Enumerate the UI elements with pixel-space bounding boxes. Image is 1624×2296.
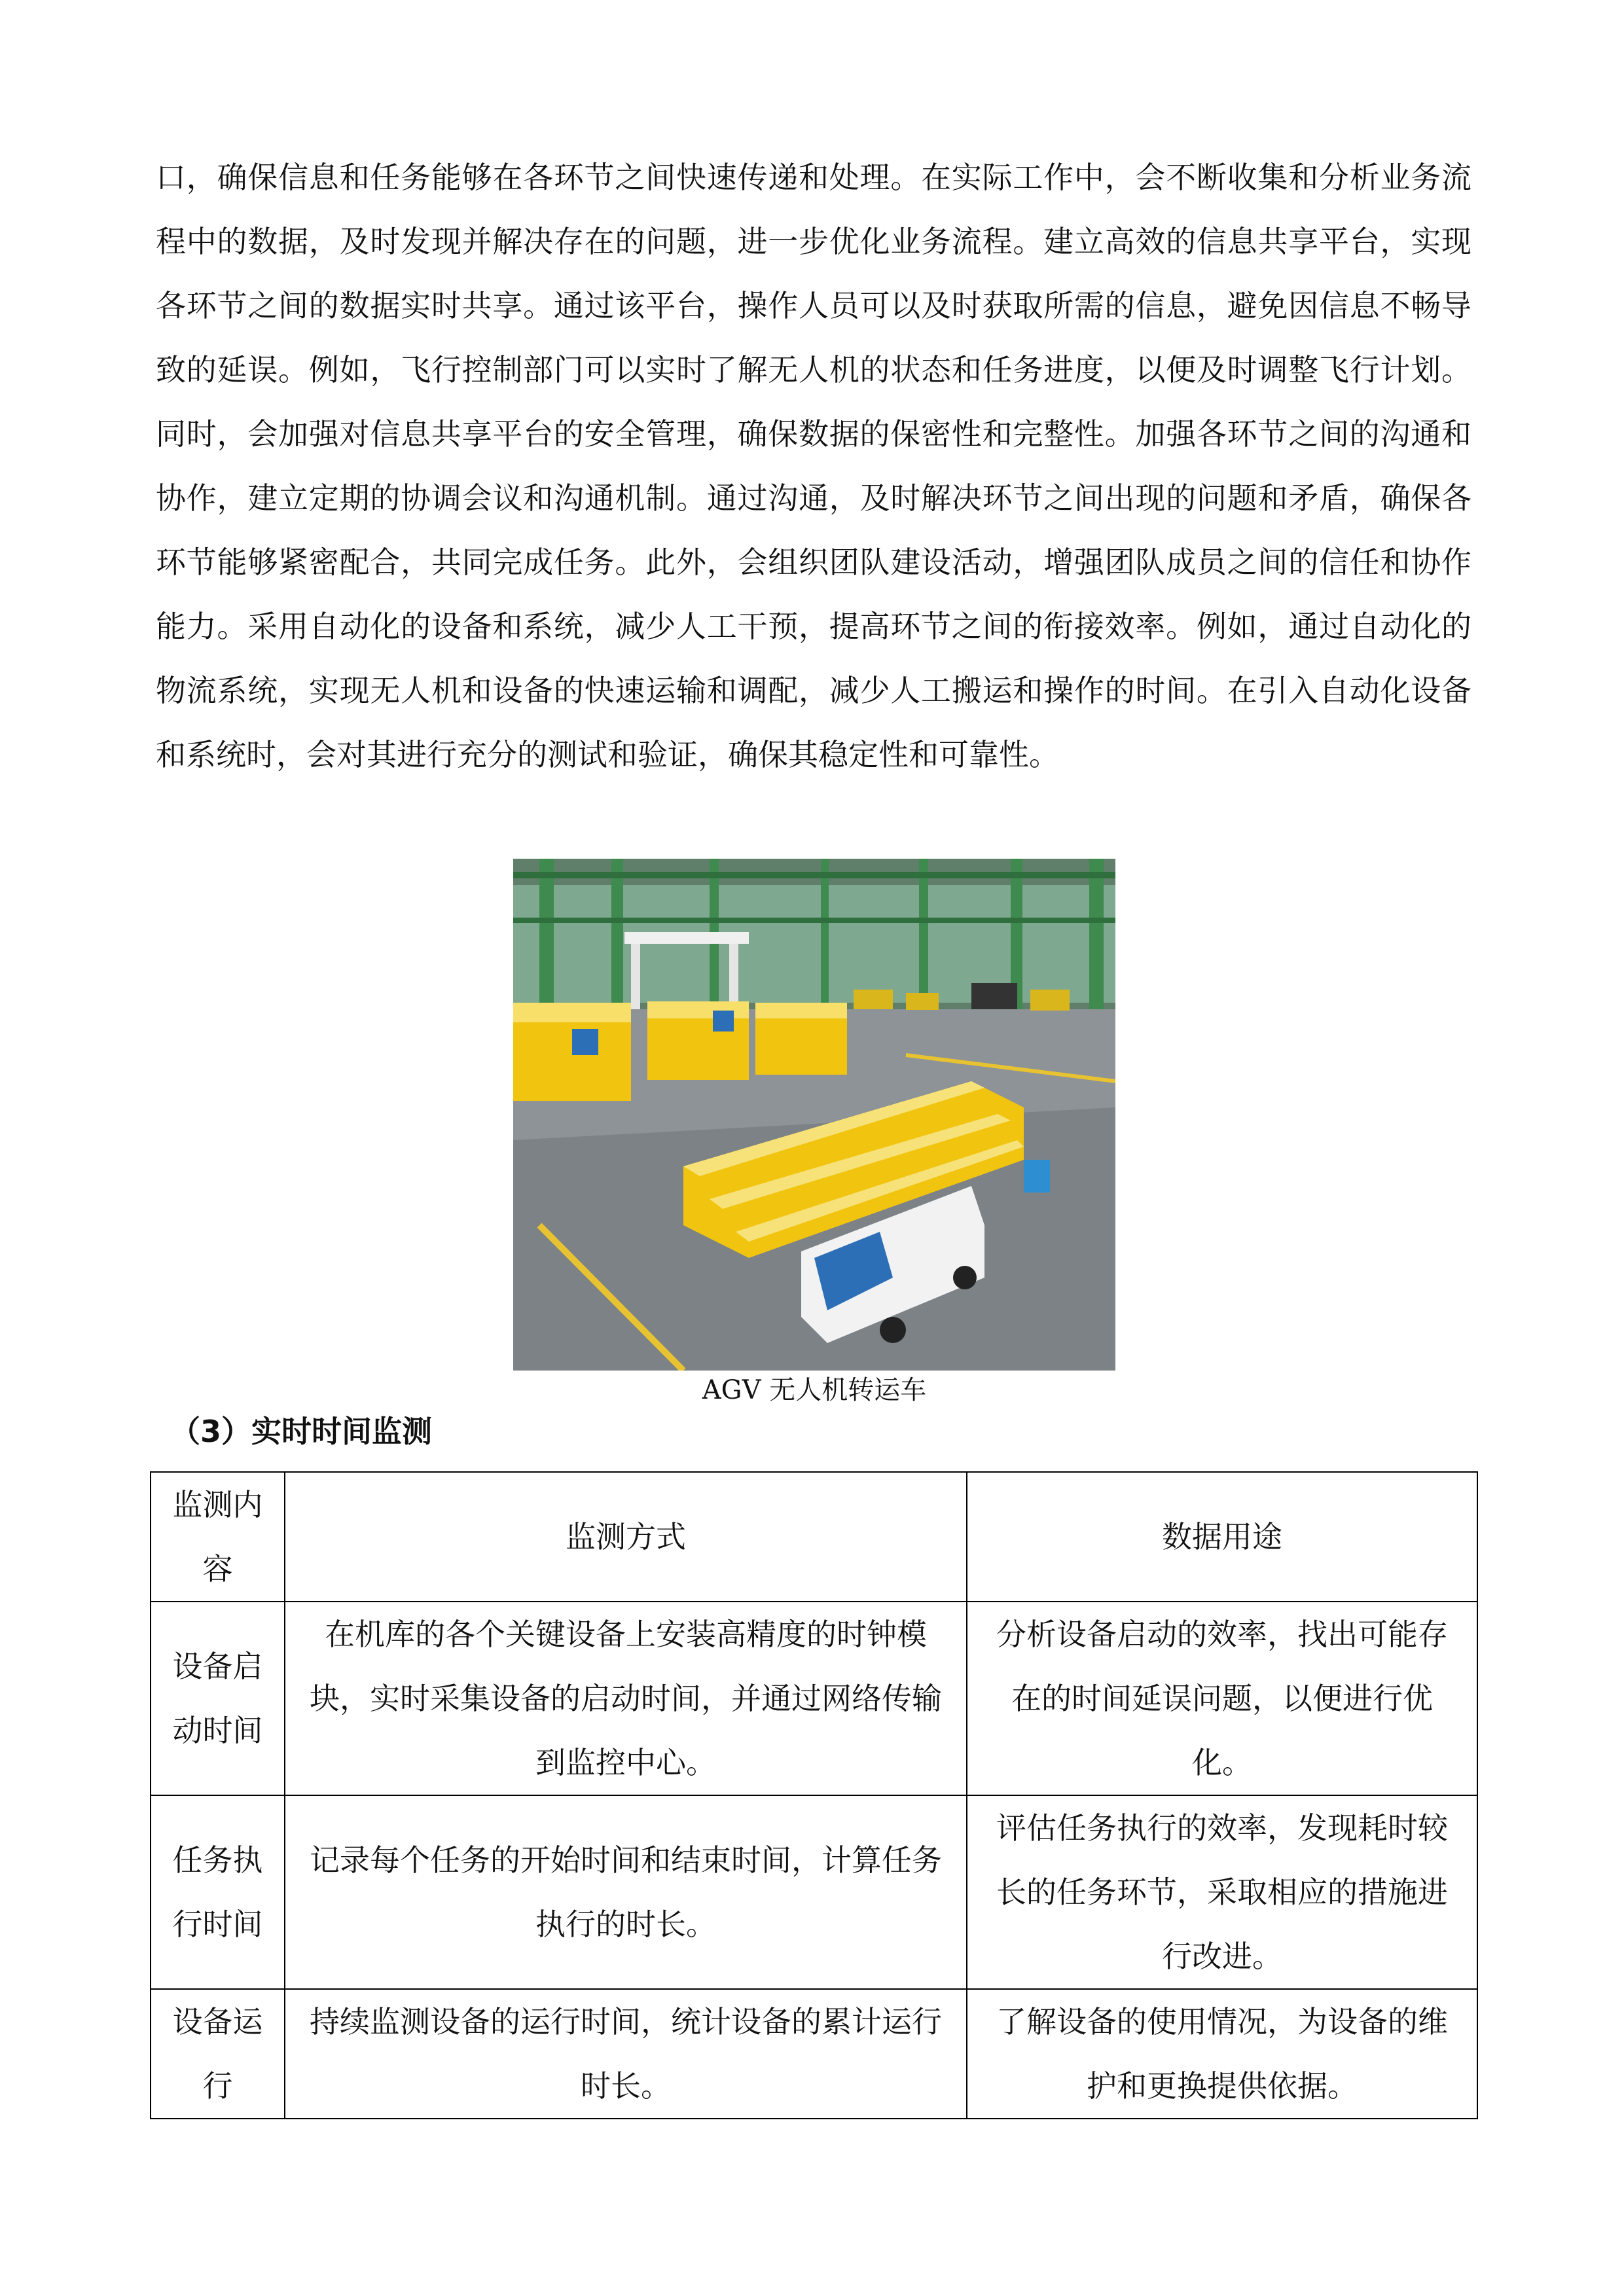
table-cell-item: 设备运行 bbox=[151, 1989, 285, 2119]
section-heading: （3）实时时间监测 bbox=[170, 1414, 433, 1449]
monitoring-table bbox=[150, 1471, 1478, 2119]
table-cell-method: 记录每个任务的开始时间和结束时间，计算任务执行的时长。 bbox=[285, 1795, 967, 1989]
table-cell-item: 任务执行时间 bbox=[151, 1795, 285, 1989]
table-header-cell: 监测内容 bbox=[151, 1472, 285, 1602]
table-row bbox=[151, 1795, 1477, 1989]
table-cell-usage: 了解设备的使用情况，为设备的维护和更换提供依据。 bbox=[967, 1989, 1477, 2119]
table-cell-method: 持续监测设备的运行时间，统计设备的累计运行时长。 bbox=[285, 1989, 967, 2119]
table-header-cell: 监测方式 bbox=[285, 1472, 967, 1602]
table-cell-method: 在机库的各个关键设备上安装高精度的时钟模块，实时采集设备的启动时间，并通过网络传输到监控中心。 bbox=[285, 1602, 967, 1795]
table-row bbox=[151, 1989, 1477, 2119]
table-row bbox=[151, 1602, 1477, 1795]
table-header-cell: 数据用途 bbox=[967, 1472, 1477, 1602]
table-cell-item: 设备启动时间 bbox=[151, 1602, 285, 1795]
table-cell-usage: 评估任务执行的效率，发现耗时较长的任务环节，采取相应的措施进行改进。 bbox=[967, 1795, 1477, 1989]
agv-transport-vehicle-photo bbox=[513, 859, 1115, 1371]
figure-caption: AGV 无人机转运车 bbox=[702, 1375, 927, 1405]
table-cell-usage: 分析设备启动的效率，找出可能存在的时间延误问题，以便进行优化。 bbox=[967, 1602, 1477, 1795]
body-paragraph: 口，确保信息和任务能够在各环节之间快速传递和处理。在实际工作中，会不断收集和分析业务流程中的数据，及时发现并解决存在的问题，进一步优化业务流程。建立高效的信息共享平台，实现各环节之间的数据实时共享。通过该平台，操作人员可以及时获取所需的信息，避免因信息不畅导致的延误。例如，飞行控制部门可以实时了解无人机的状态和任务进度，以便及时调整飞行计划。同时，会加强对信息共享平台的安全管理，确保数据的保密性和完整性。加强各环节之间的沟通和协作，建立定期的协调会议和沟通机制。通过沟通，及时解决环节之间出现的问题和矛盾，确保各环节能够紧密配合，共同完成任务。此外，会组织团队建设活动，增强团队成员之间的信任和协作能力。采用自动化的设备和系统，减少人工干预，提高环节之间的衔接效率。例如，通过自动化的物流系统，实现无人机和设备的快速运输和调配，减少人工搬运和操作的时间。在引入自动化设备和系统时，会对其进行充分的测试和验证，确保其稳定性和可靠性。 bbox=[156, 160, 1471, 772]
table-header-row bbox=[151, 1472, 1477, 1602]
